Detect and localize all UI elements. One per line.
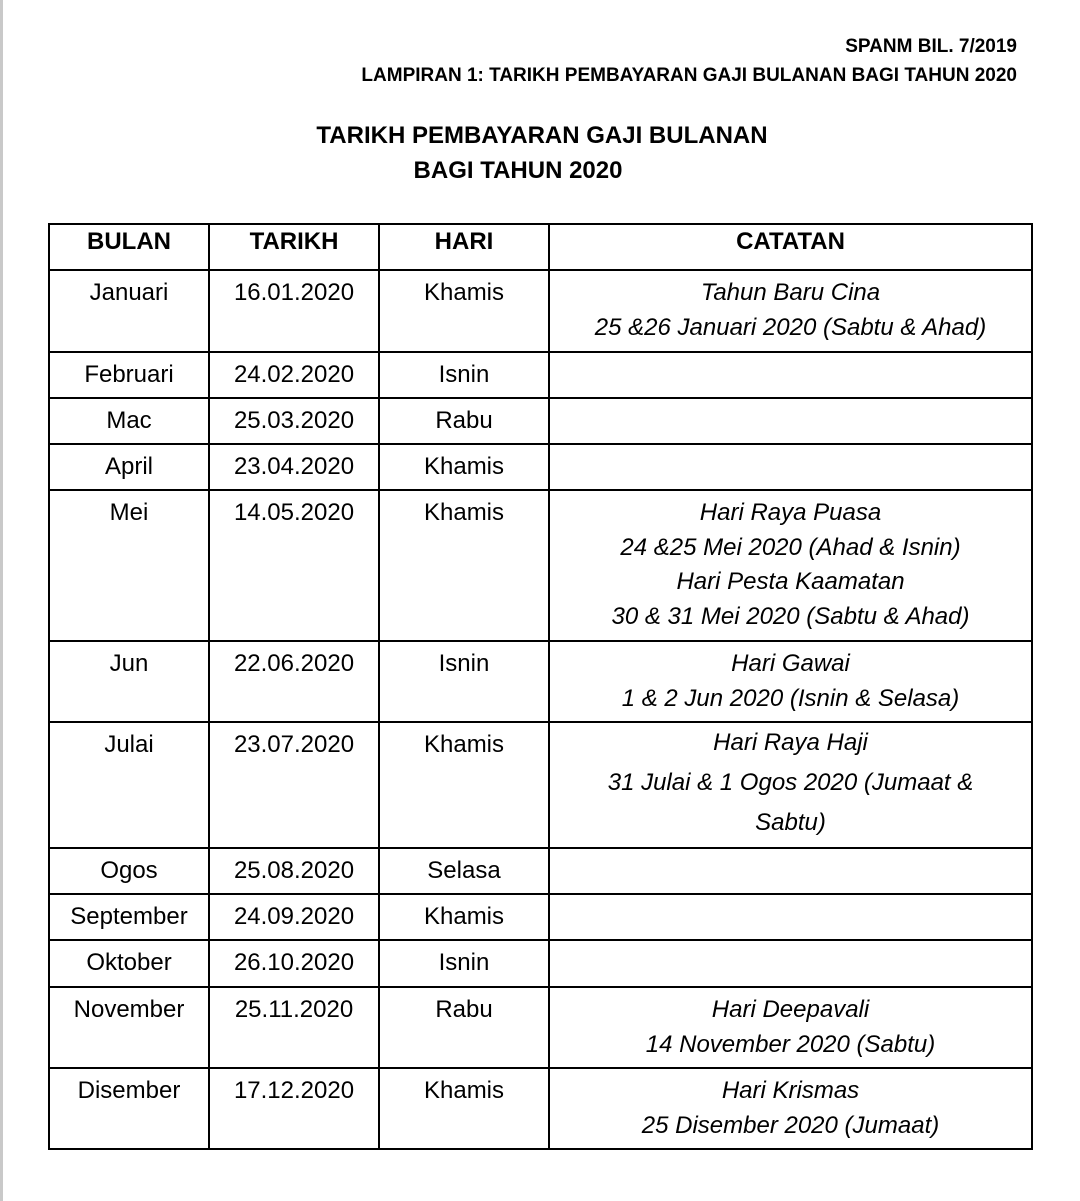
table-row [49,987,1032,1068]
note-line: Sabtu) [755,809,826,836]
cell-catatan [549,722,1032,848]
cell-tarikh: 14.05.2020 [209,490,379,641]
table-row [49,848,1032,894]
note-line: 31 Julai & 1 Ogos 2020 (Jumaat & [607,769,974,796]
cell-hari: Khamis [379,490,549,641]
cell-catatan [549,1068,1032,1149]
cell-catatan [549,352,1032,398]
cell-tarikh: 25.11.2020 [209,987,379,1068]
cell-tarikh: 23.07.2020 [209,722,379,848]
cell-catatan [549,270,1032,352]
cell-bulan: Februari [49,352,209,398]
cell-bulan: Jun [49,641,209,722]
salary-date-table [48,223,1033,1150]
cell-bulan: November [49,987,209,1068]
cell-bulan: Oktober [49,940,209,987]
table-row [49,270,1032,352]
cell-tarikh: 17.12.2020 [209,1068,379,1149]
note-line: 25 Disember 2020 (Jumaat) [641,1111,940,1139]
table-row [49,722,1032,848]
cell-tarikh: 24.09.2020 [209,894,379,940]
note-line: Hari Gawai [731,650,850,677]
cell-bulan: Julai [49,722,209,848]
cell-tarikh: 24.02.2020 [209,352,379,398]
cell-bulan: April [49,444,209,490]
cell-bulan: Mei [49,490,209,641]
cell-catatan [549,940,1032,987]
cell-catatan [549,398,1032,444]
cell-bulan: September [49,894,209,940]
cell-bulan: Ogos [49,848,209,894]
cell-hari: Isnin [379,352,549,398]
cell-hari: Selasa [379,848,549,894]
note-line: 25 &26 Januari 2020 (Sabtu & Ahad) [594,313,987,341]
cell-bulan: Disember [49,1068,209,1149]
column-header-hari: HARI [379,224,549,270]
table-row [49,352,1032,398]
note-line: Tahun Baru Cina [700,279,881,306]
cell-catatan [549,490,1032,641]
note-line: Hari Raya Haji [713,729,868,756]
note-line: 30 & 31 Mei 2020 (Sabtu & Ahad) [611,602,970,630]
cell-hari: Isnin [379,940,549,987]
column-header-tarikh: TARIKH [209,224,379,270]
cell-hari: Isnin [379,641,549,722]
cell-catatan [549,894,1032,940]
column-header-bulan: BULAN [49,224,209,270]
column-header-catatan: CATATAN [549,224,1032,270]
cell-hari: Khamis [379,444,549,490]
table-row [49,1068,1032,1149]
cell-tarikh: 25.08.2020 [209,848,379,894]
table-header-row [49,224,1032,270]
cell-bulan: Januari [49,270,209,352]
table-header [49,224,1032,270]
note-line: 1 & 2 Jun 2020 (Isnin & Selasa) [621,684,960,712]
cell-bulan: Mac [49,398,209,444]
page-title: TARIKH PEMBAYARAN GAJI BULANAN [316,122,768,149]
note-line: 14 November 2020 (Sabtu) [645,1030,936,1058]
cell-catatan [549,987,1032,1068]
document-reference: SPANM BIL. 7/2019 [845,36,1017,57]
cell-hari: Khamis [379,894,549,940]
cell-tarikh: 22.06.2020 [209,641,379,722]
cell-hari: Rabu [379,398,549,444]
note-line: 24 &25 Mei 2020 (Ahad & Isnin) [620,533,961,561]
cell-catatan [549,641,1032,722]
lampiran-heading: LAMPIRAN 1: TARIKH PEMBAYARAN GAJI BULANAN BAGI TAHUN 2020 [361,65,1017,86]
note-line: Hari Pesta Kaamatan [676,568,905,595]
cell-hari: Rabu [379,987,549,1068]
table-row [49,641,1032,722]
cell-tarikh: 25.03.2020 [209,398,379,444]
table-row [49,444,1032,490]
cell-tarikh: 26.10.2020 [209,940,379,987]
cell-hari: Khamis [379,722,549,848]
cell-tarikh: 23.04.2020 [209,444,379,490]
note-line: Hari Deepavali [711,996,870,1023]
table-row [49,894,1032,940]
cell-hari: Khamis [379,1068,549,1149]
table-body [49,270,1032,1149]
note-line: Hari Raya Puasa [699,499,882,526]
cell-catatan [549,848,1032,894]
cell-tarikh: 16.01.2020 [209,270,379,352]
table-row [49,490,1032,641]
table-row [49,398,1032,444]
cell-catatan [549,444,1032,490]
page-subtitle: BAGI TAHUN 2020 [413,157,623,184]
cell-hari: Khamis [379,270,549,352]
table-row [49,940,1032,987]
note-line: Hari Krismas [721,1077,860,1104]
